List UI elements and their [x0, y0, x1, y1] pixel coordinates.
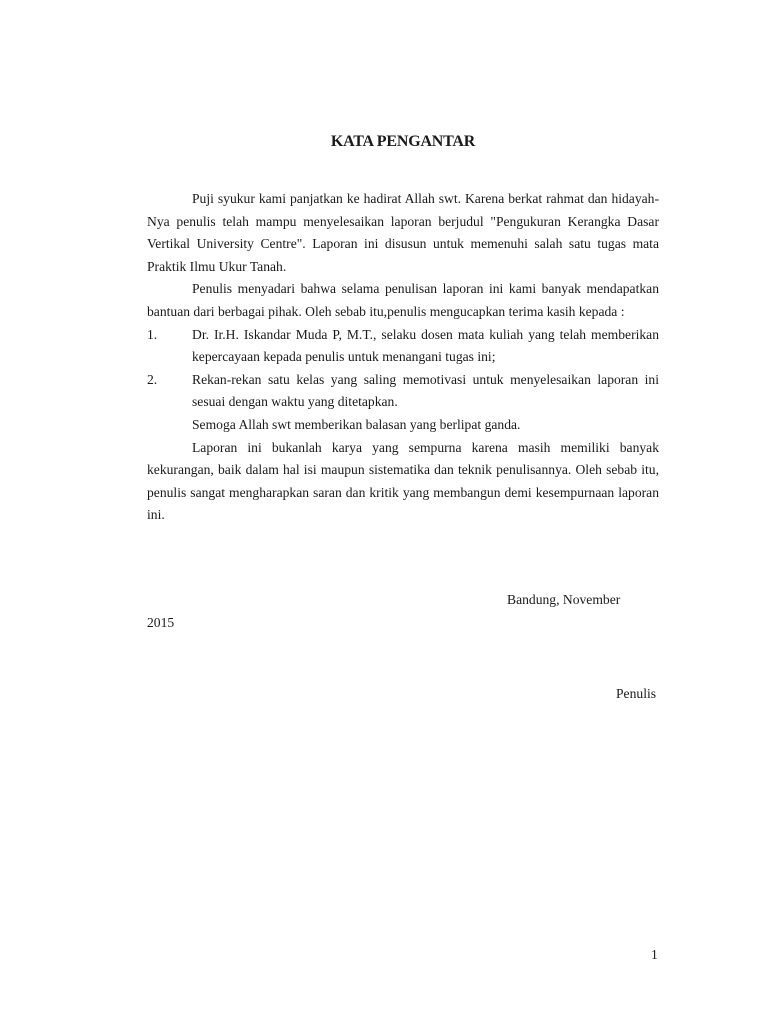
document-title: KATA PENGANTAR	[330, 133, 476, 150]
document-body	[147, 188, 659, 527]
paragraph-opening: Puji syukur kami panjatkan ke hadirat Allah swt. Karena berkat rahmat dan hidayah-Nya penulis telah mampu menyelesaikan laporan berjudul "Pengukuran Kerangka Dasar Vertikal University Centre". Laporan ini disusun untuk memenuhi salah satu tugas mata Praktik Ilmu Ukur Tanah.	[147, 191, 659, 274]
closing-prayer: Semoga Allah swt memberikan balasan yang berlipat ganda.	[192, 416, 521, 432]
list-item	[147, 369, 659, 414]
place-date: Bandung, November	[507, 592, 621, 607]
list-text: Dr. Ir.H. Iskandar Muda P, M.T., selaku dosen mata kuliah yang telah memberikan kepercayaan kepada penulis untuk menangani tugas ini;	[192, 326, 659, 365]
author-signature: Penulis	[616, 686, 657, 701]
date-year: 2015	[147, 615, 175, 630]
list-item	[147, 324, 659, 369]
paragraph-acknowledgement: Penulis menyadari bahwa selama penulisan laporan ini kami banyak mendapatkan bantuan dari berbagai pihak. Oleh sebab itu,penulis mengucapkan terima kasih kepada :	[147, 281, 659, 319]
paragraph-closing: Laporan ini bukanlah karya yang sempurna karena masih memiliki banyak kekurangan, baik dalam hal isi maupun sistematika dan teknik penulisannya. Oleh sebab itu, penulis sangat mengharapkan saran dan kritik yang membangun demi kesempurnaan laporan ini.	[147, 439, 659, 523]
list-text: Rekan-rekan satu kelas yang saling memotivasi untuk menyelesaikan laporan ini sesuai dengan waktu yang ditetapkan.	[192, 371, 659, 410]
page-number: 1	[651, 947, 658, 962]
list-number: 2.	[147, 371, 158, 387]
list-number: 1.	[147, 326, 158, 342]
